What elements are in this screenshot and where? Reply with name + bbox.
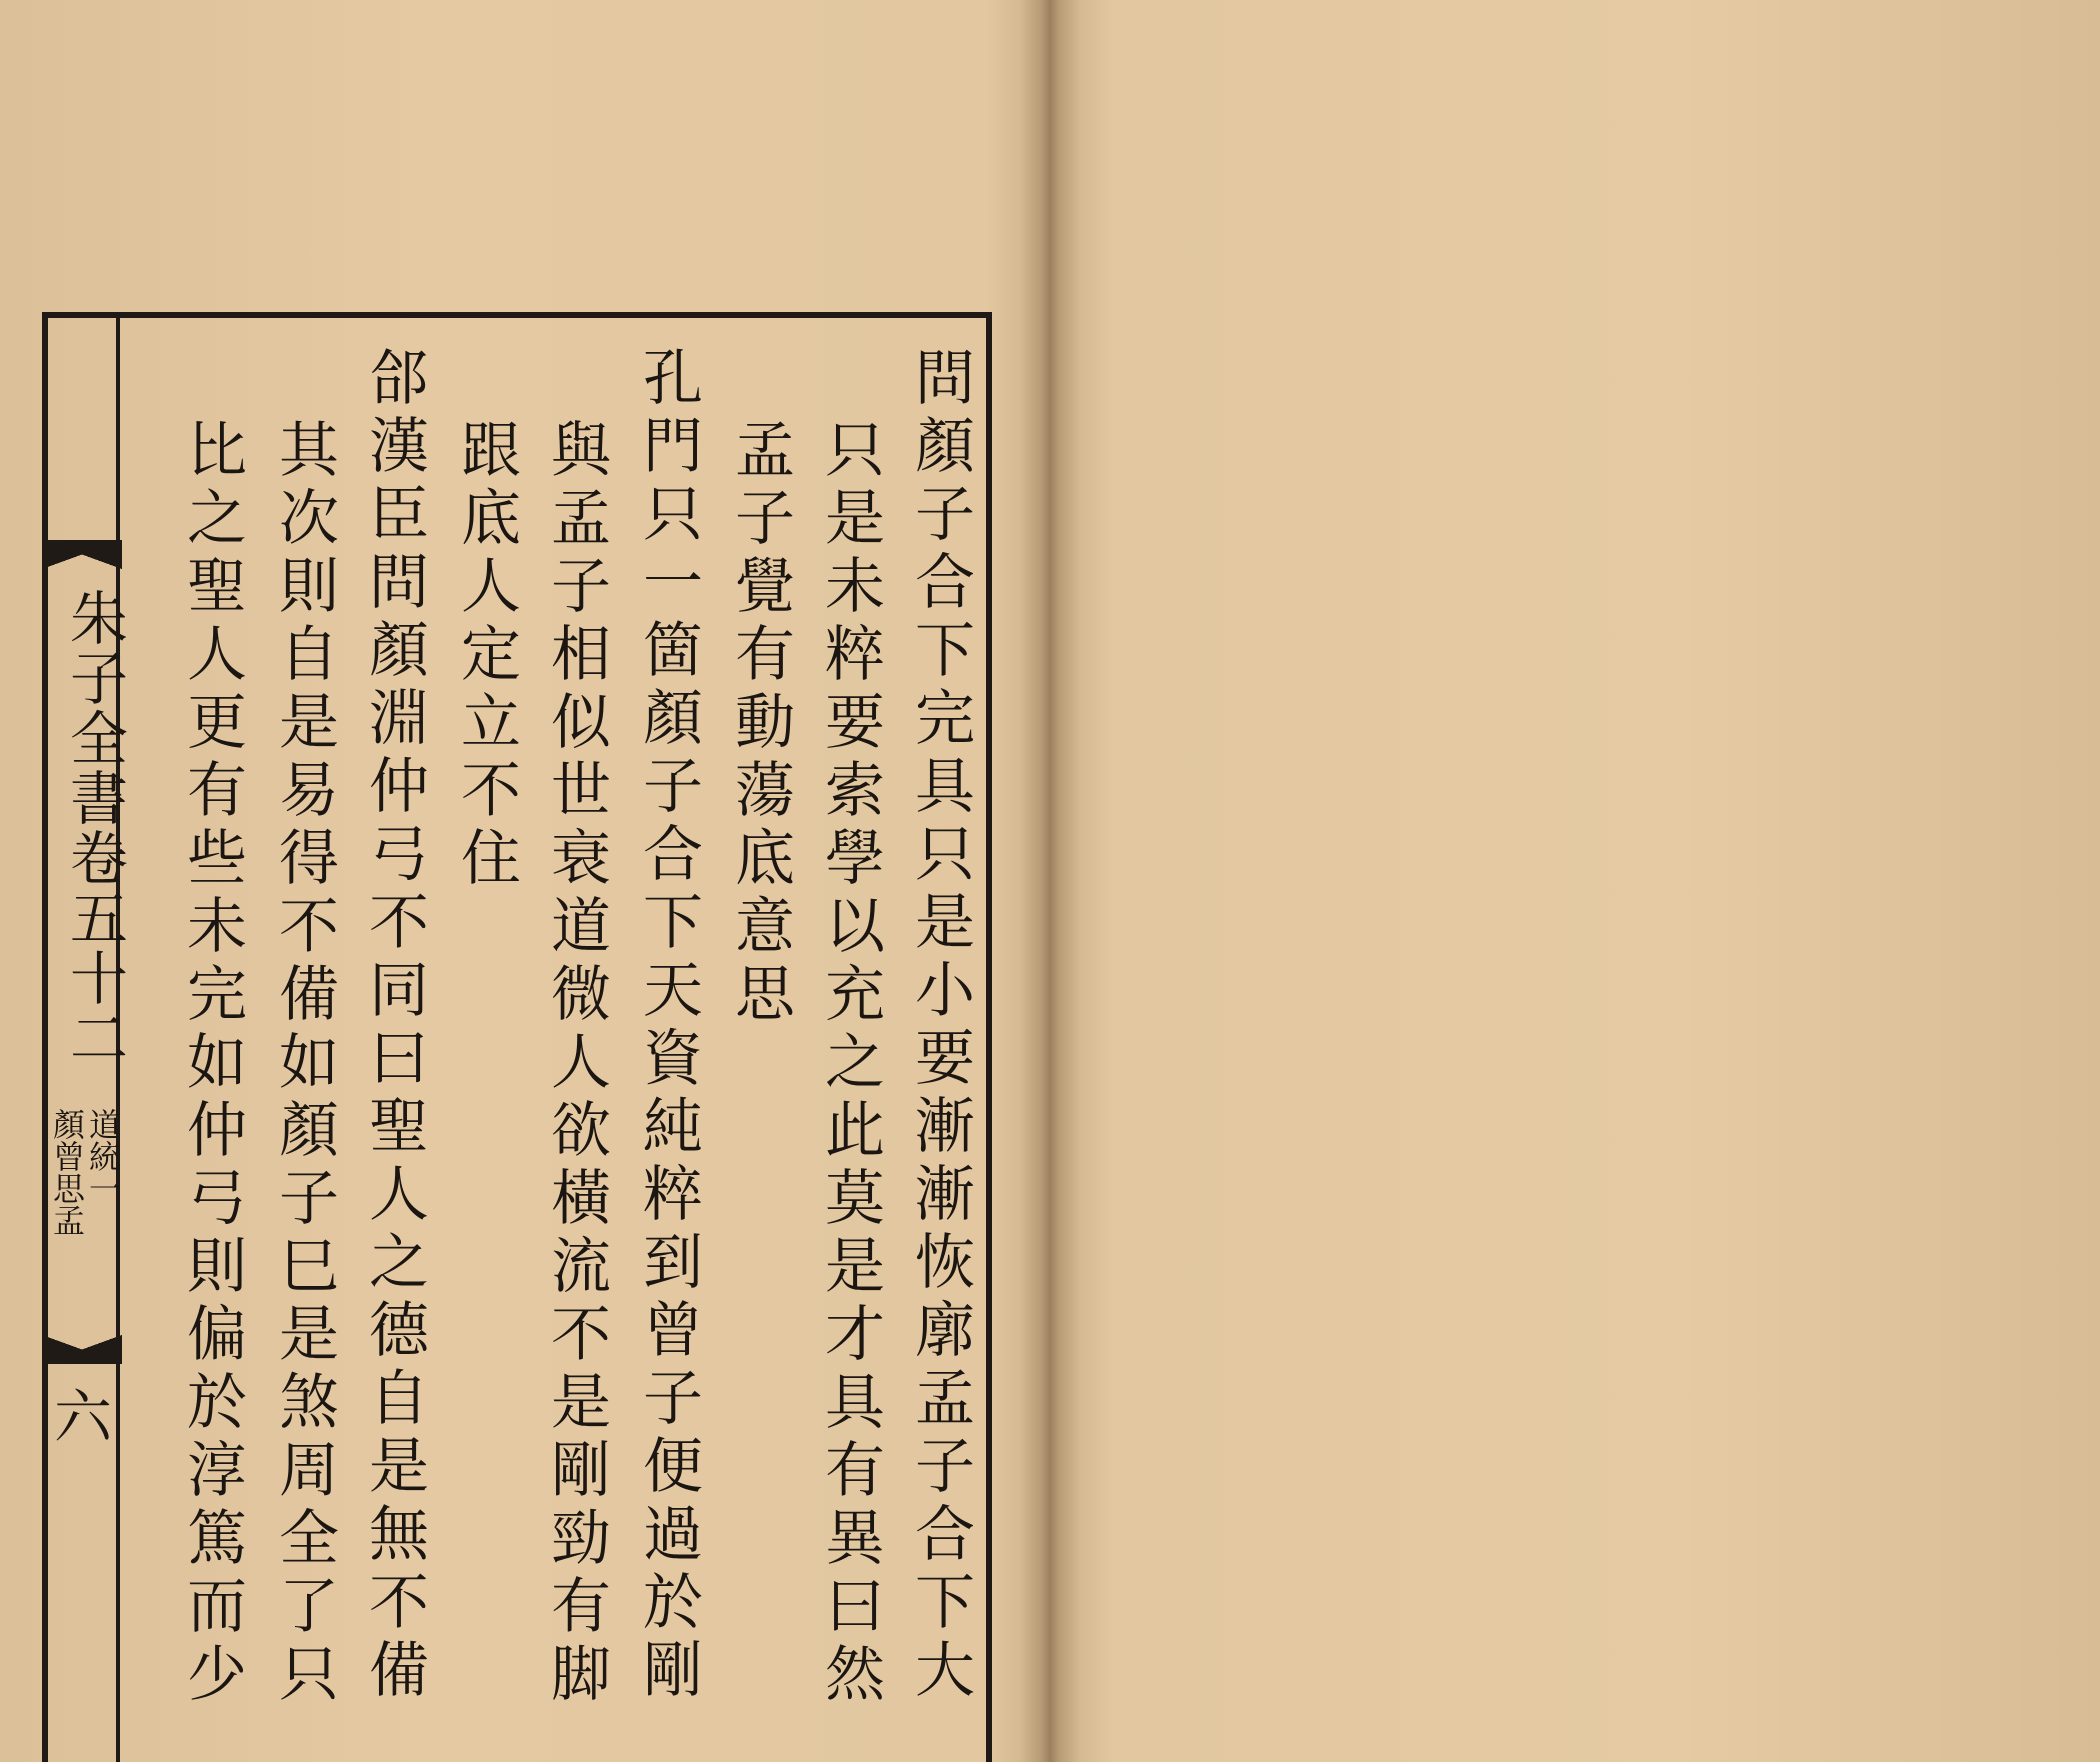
left-col-5: 與孟子相似世衰道微人欲橫流不是剛勁有脚 <box>541 418 611 1710</box>
right-page <box>1040 0 2100 1762</box>
left-banxin-section: 道統一 <box>84 1108 122 1204</box>
left-col-9: 比之聖人更有些未完如仲弓則偏於淳篤而少 <box>177 418 247 1710</box>
left-col-8: 其次則自是易得不備如顏子巳是煞周全了只 <box>269 418 339 1710</box>
left-col-1: 問顏子合下完具只是小要漸漸恢廓孟子合下大 <box>905 346 975 1706</box>
left-fish-tail-bottom <box>42 1318 122 1364</box>
left-fish-tail-top <box>42 540 122 586</box>
left-col-6: 跟底人定立不住 <box>451 418 521 894</box>
left-banxin-subsection: 顏曾思孟 <box>48 1108 86 1236</box>
left-col-2: 只是未粹要索學以充之此莫是才具有異曰然 <box>815 418 885 1710</box>
left-banxin <box>42 318 128 1762</box>
left-banxin-title: 朱子全書卷五十二 <box>60 588 128 1068</box>
left-folio: 六 <box>54 1383 113 1451</box>
left-col-4: 孔門只一箇顏子合下天資純粹到曾子便過於剛 <box>633 346 703 1706</box>
left-col-7: 郃漢臣問顏淵仲弓不同曰聖人之德自是無不備 <box>359 346 429 1706</box>
left-col-3: 孟子覺有動蕩底意思 <box>725 418 795 1030</box>
left-page-frame <box>42 312 992 1762</box>
left-page <box>0 0 1040 1762</box>
